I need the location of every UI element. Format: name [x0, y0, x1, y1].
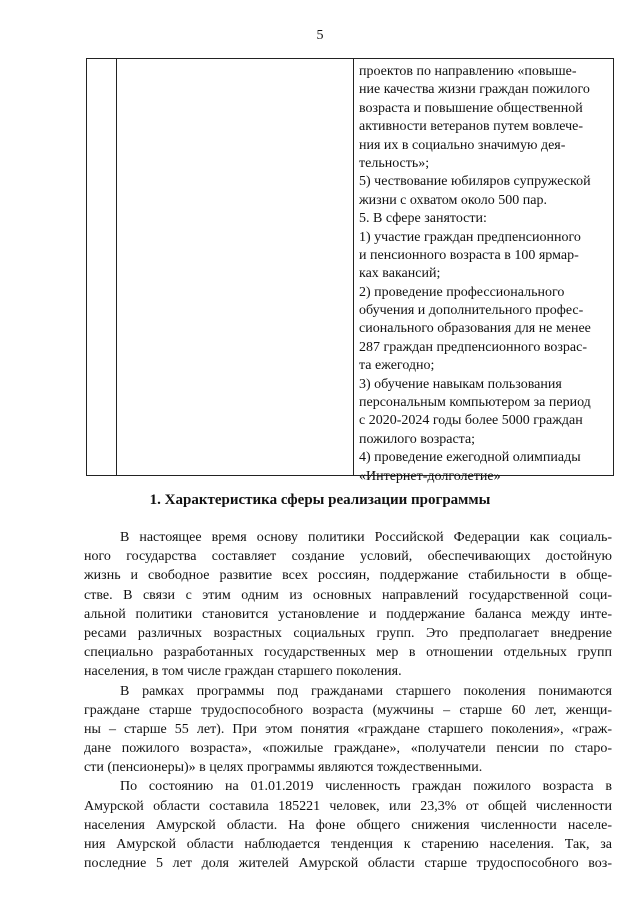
table-cell-line: 3) обучение навыкам пользования [359, 376, 562, 392]
table-cell-line: «Интернет-долголетие» [359, 468, 501, 484]
table-cell-line: та ежегодно; [359, 358, 435, 374]
table-cell-line: ние качества жизни граждан пожилого [359, 82, 590, 98]
table-cell-line: 2) проведение профессионального [359, 284, 565, 300]
table-cell-line: с 2020-2024 годы более 5000 граждан [359, 413, 583, 429]
table-cell-text [359, 63, 611, 486]
paragraph-line: граждане старше трудоспособного возраста (мужчины – старше 60 лет, женщи- [84, 702, 612, 718]
table-cell-line: пожилого возраста; [359, 431, 476, 447]
paragraph-line: ны – старше 55 лет). При этом понятия «граждане старшего поколения», «граж- [84, 721, 612, 737]
section-heading: 1. Характеристика сферы реализации программы [149, 492, 491, 508]
table-cell-line: персональным компьютером за период [359, 395, 591, 411]
table-cell-line: возраста и повышение общественной [359, 100, 583, 116]
table-cell-line: 5. В сфере занятости: [359, 211, 487, 227]
paragraph-line: ния Амурской области наблюдается тенденция к старению населения. Так, за [84, 837, 612, 852]
table-cell-line: ках вакансий; [359, 266, 441, 282]
paragraph-line: специально разработанных государственных мер в отношении отдельных групп [84, 645, 612, 661]
paragraph-line: стве. В связи с этим одним из основных направлений государственной соци- [84, 587, 612, 603]
paragraph-line: дане пожилого возраста», «пожилые граждане», «получатели пенсии по старо- [84, 741, 612, 757]
paragraph-line: ного государства составляет создание условий, обеспечивающих достойную [84, 549, 612, 565]
paragraph-line: В рамках программы под гражданами старшего поколения понимаются [120, 683, 612, 699]
table-cell-line: 287 граждан предпенсионного возрас- [359, 339, 588, 355]
paragraph-line: По состоянию на 01.01.2019 численность граждан пожилого возраста в [120, 779, 612, 795]
table-cell-line: активности ветеранов путем вовлече- [359, 119, 583, 135]
paragraph-line: Амурской области составила 185221 человек, или 23,3% от общей численности [84, 798, 612, 814]
paragraph-line: жизнь и свободное развитие всех россиян, поддержание стабильности в обще- [84, 568, 612, 584]
table-cell-line: проектов по направлению «повыше- [359, 64, 577, 79]
table-cell-line: сионального образования для не менее [359, 321, 591, 337]
table-cell-line: обучения и дополнительного профес- [359, 303, 584, 319]
table-cell-line: ния их в социально значимую дея- [359, 137, 566, 153]
table-cell-line: 5) чествование юбиляров супружеской [359, 174, 591, 190]
table-column-divider [353, 59, 354, 475]
paragraph-line: ресами различных возрастных социальных групп. Это предполагает внедрение [84, 625, 612, 641]
paragraph-line: сти (пенсионеры)» в целях программы являются тождественными. [84, 760, 483, 776]
table-cell-line: 1) участие граждан предпенсионного [359, 229, 581, 245]
program-table [86, 58, 614, 484]
paragraph-line: населения, в том числе граждан старшего поколения. [84, 664, 402, 680]
section-body [84, 528, 612, 873]
table-cell-line: жизни с охватом около 500 пар. [359, 192, 547, 208]
table-cell-line: тельность»; [359, 155, 430, 171]
table-cell-line: 4) проведение ежегодной олимпиады [359, 450, 581, 466]
paragraph-line: последние 5 лет доля жителей Амурской области старше трудоспособного воз- [84, 856, 612, 872]
table-cell-line: и пенсионного возраста в 100 ярмар- [359, 247, 579, 263]
paragraph-line: населения Амурской области. На фоне общего снижения численности населе- [84, 817, 612, 833]
paragraph-line: В настоящее время основу политики Российской Федерации как социаль- [120, 530, 612, 545]
paragraph-line: альной политики становится установление и поддержание баланса между инте- [84, 606, 612, 622]
table-column-divider [116, 59, 117, 475]
page-number: 5 [316, 28, 324, 43]
